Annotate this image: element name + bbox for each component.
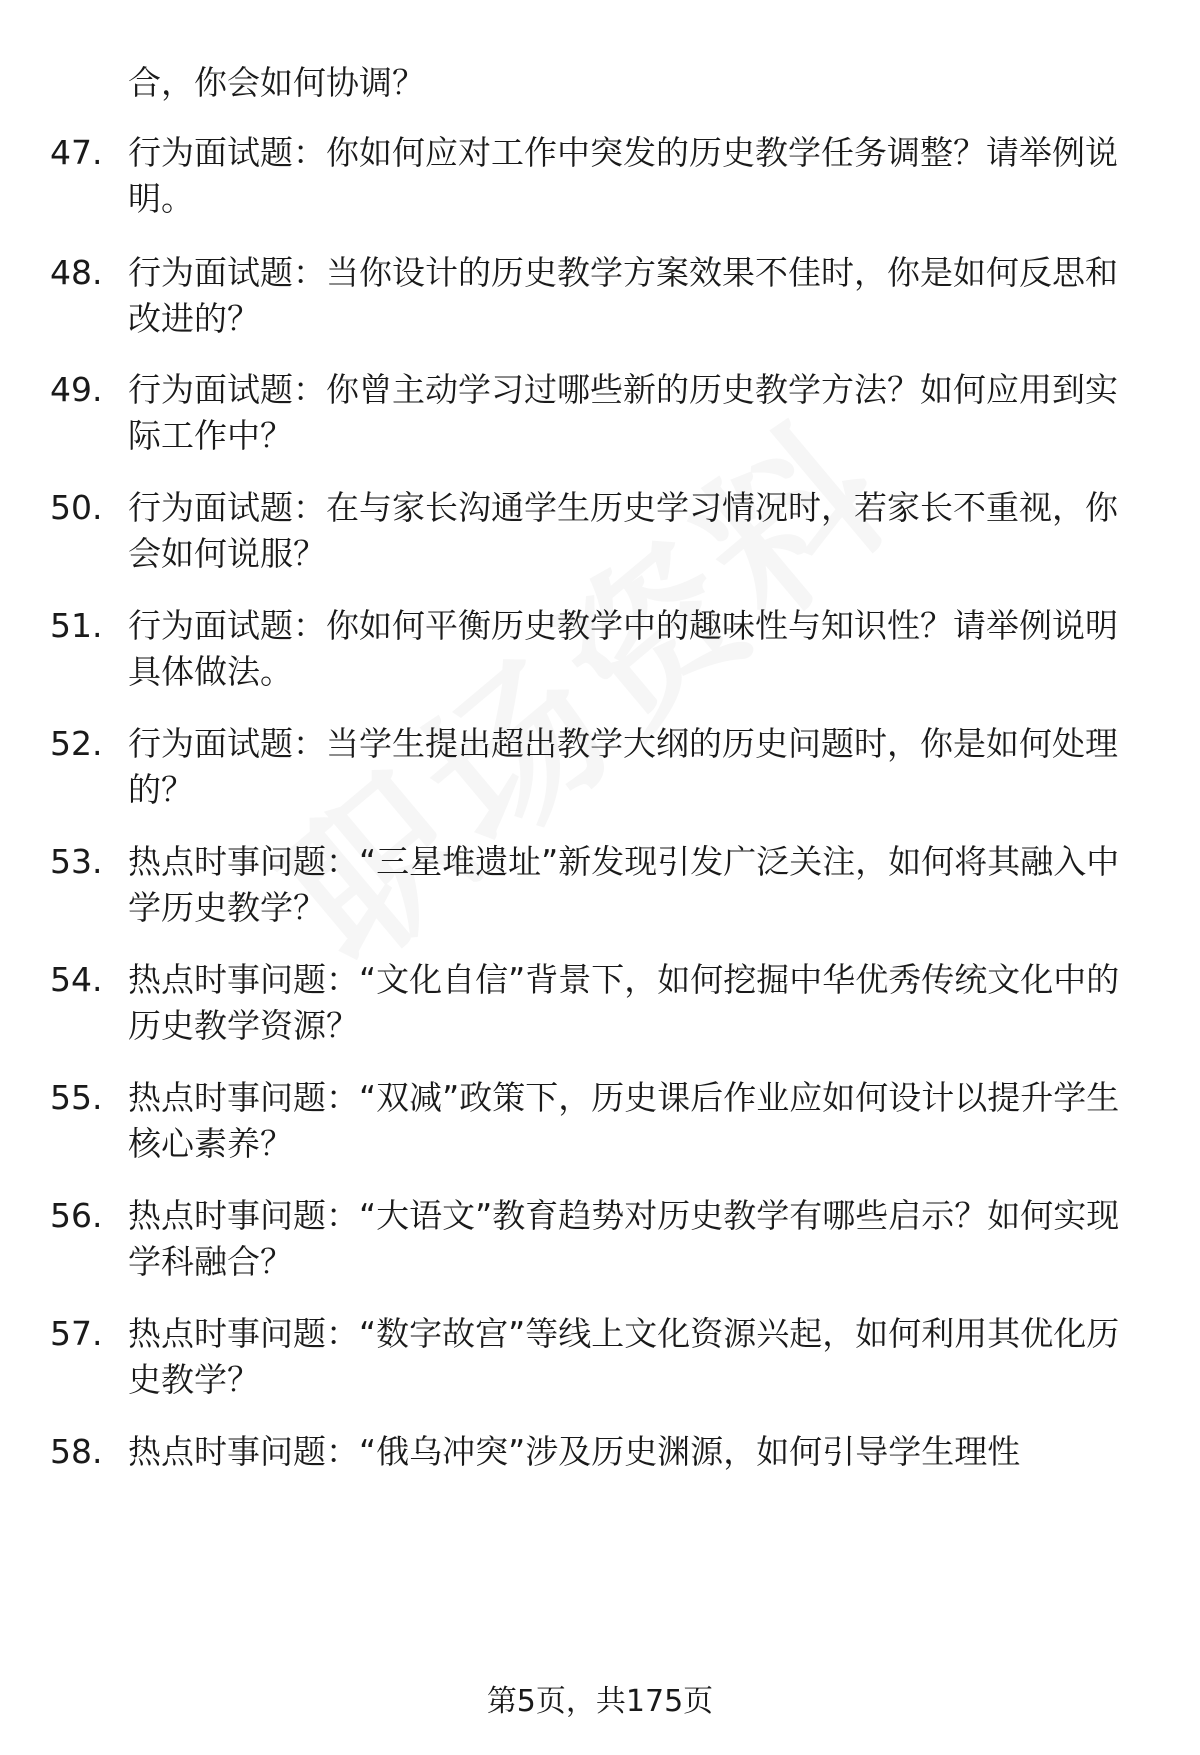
item-text: 热点时事问题：“三星堆遗址”新发现引发广泛关注，如何将其融入中学历史教学？ xyxy=(128,842,1120,927)
item-number: 56. xyxy=(50,1196,103,1235)
item-number: 49. xyxy=(50,370,103,409)
page-footer: 第5页，共175页 xyxy=(486,1684,714,1719)
item-text: 行为面试题：你如何平衡历史教学中的趣味性与知识性？请举例说明具体做法。 xyxy=(128,606,1118,691)
item-number: 57. xyxy=(50,1314,103,1353)
item-text: 行为面试题：在与家长沟通学生历史学习情况时，若家长不重视，你会如何说服？ xyxy=(128,488,1118,573)
item-number: 54. xyxy=(50,960,103,999)
item-number: 53. xyxy=(50,842,103,881)
item-number: 51. xyxy=(50,606,103,645)
item-text: 行为面试题：当学生提出超出教学大纲的历史问题时，你是如何处理的？ xyxy=(128,724,1118,809)
item-text: 热点时事问题：“数字故宫”等线上文化资源兴起，如何利用其优化历史教学？ xyxy=(128,1314,1120,1399)
item-text: 行为面试题：你曾主动学习过哪些新的历史教学方法？如何应用到实际工作中？ xyxy=(128,370,1118,455)
item-number: 50. xyxy=(50,488,103,527)
item-number: 47. xyxy=(50,133,103,172)
item-text: 热点时事问题：“文化自信”背景下，如何挖掘中华优秀传统文化中的历史教学资源？ xyxy=(128,960,1120,1045)
item-number: 58. xyxy=(50,1432,103,1471)
item-number: 55. xyxy=(50,1078,103,1117)
item-text: 热点时事问题：“俄乌冲突”涉及历史渊源，如何引导学生理性 xyxy=(128,1432,1021,1471)
continuation-line: 合，你会如何协调？ xyxy=(128,63,425,102)
item-number: 48. xyxy=(50,253,103,292)
item-text: 行为面试题：当你设计的历史教学方案效果不佳时，你是如何反思和改进的？ xyxy=(128,253,1118,338)
item-text: 行为面试题：你如何应对工作中突发的历史教学任务调整？请举例说明。 xyxy=(128,133,1118,218)
item-text: 热点时事问题：“双减”政策下，历史课后作业应如何设计以提升学生核心素养？ xyxy=(128,1078,1120,1163)
item-number: 52. xyxy=(50,724,103,763)
item-text: 热点时事问题：“大语文”教育趋势对历史教学有哪些启示？如何实现学科融合？ xyxy=(128,1196,1120,1281)
